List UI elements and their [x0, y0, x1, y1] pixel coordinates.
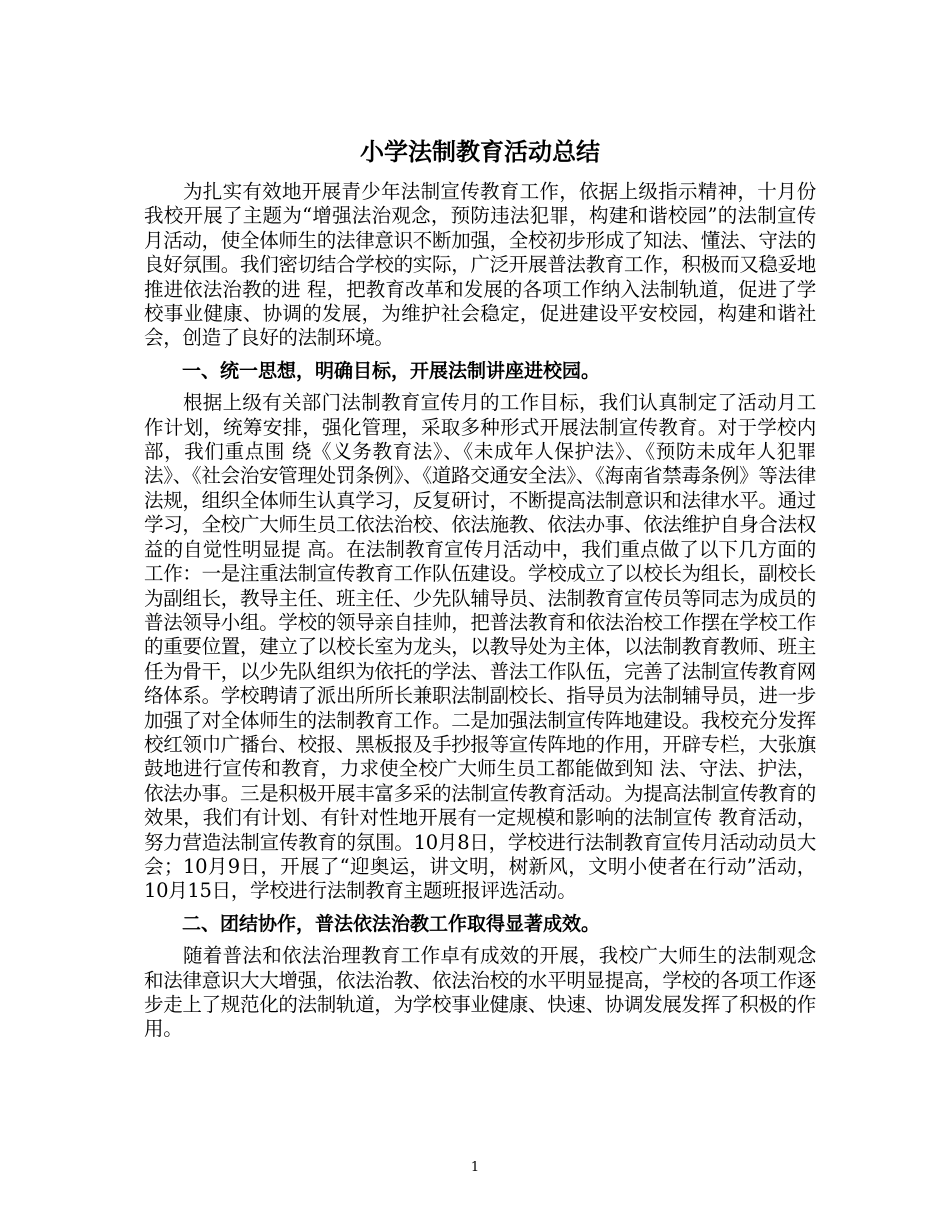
document-page	[144, 132, 816, 1042]
section-1-heading: 一、统一思想，明确目标，开展法制讲座进校园。	[182, 359, 601, 382]
section-2-heading: 二、团结协作，普法依法治教工作取得显著成效。	[182, 912, 601, 935]
section-2-paragraph: 随着普法和依法治理教育工作卓有成效的开展，我校广大师生的法制观念和法律意识大大增强，依法治教、依法治校的水平明显提高，学校的各项工作逐步走上了规范化的法制轨道，为学校事业健康、快速、协调发展发挥了积极的作用。	[144, 944, 817, 1041]
intro-paragraph: 为扎实有效地开展青少年法制宣传教育工作，依据上级指示精神，十月份我校开展了主题为“增强法治观念，预防违法犯罪，构建和谐校园”的法制宣传月活动，使全体师生的法律意识不断加强，全校初步形成了知法、懂法、守法的良好氛围。我们密切结合学校的实际，广泛开展普法教育工作，积极而又稳妥地推进依法治教的进 程，把教育改革和发展的各项工作纳入法制轨道，促进了学校事业健康、协调的发展，为维护社会稳定，促进建设平安校园，构建和谐社会，创造了良好的法制环境。	[144, 180, 817, 350]
document-title: 小学法制教育活动总结	[360, 138, 600, 166]
section-1-paragraph: 根据上级有关部门法制教育宣传月的工作目标，我们认真制定了活动月工作计划，统筹安排，强化管理，采取多种形式开展法制宣传教育。对于学校内部，我们重点围 绕《义务教育法》、《未成年人保护法》、《预防未成年人犯罪法》、《社会治安管理处罚条例》、《道路交通安全法》、《海南省禁毒条例》等法律法规，组织全体师生认真学习，反复研讨，不断提高法制意识和法律水平。通过学习，全校广大师生员工依法治校、依法施教、依法办事、依法维护自身合法权益的自觉性明显提 高。在法制教育宣传月活动中，我们重点做了以下几方面的工作：一是注重法制宣传教育工作队伍建设。学校成立了以校长为组长，副校长为副组长，教导主任、班主任、少先队辅导员、法制教育宣传员等同志为成员的普法领导小组。学校的领导亲自挂帅，把普法教育和依法治校工作摆在学校工作的重要位置，建立了以校长室为龙头，以教导处为主体，以法制教育教师、班主任为骨干，以少先队组织为依托的学法、普法工作队伍，完善了法制宣传教育网络体系。学校聘请了派出所所长兼职法制副校长、指导员为法制辅导员，进一步加强了对全体师生的法制教育工作。二是加强法制宣传阵地建设。我校充分发挥校红领巾广播台、校报、黑板报及手抄报等宣传阵地的作用，开辟专栏，大张旗鼓地进行宣传和教育，力求使全校广大师生员工都能做到知 法、守法、护法，依法办事。三是积极开展丰富多采的法制宣传教育活动。为提高法制宣传教育的效果，我们有计划、有针对性地开展有一定规模和影响的法制宣传 教育活动，努力营造法制宣传教育的氛围。10月8日，学校进行法制教育宣传月活动动员大会；10月9日，开展了“迎奥运，讲文明，树新风，文明小使者在行动”活动，10月15日，学校进行法制教育主题班报评选活动。	[144, 391, 817, 903]
page-number: 1	[470, 1160, 480, 1175]
